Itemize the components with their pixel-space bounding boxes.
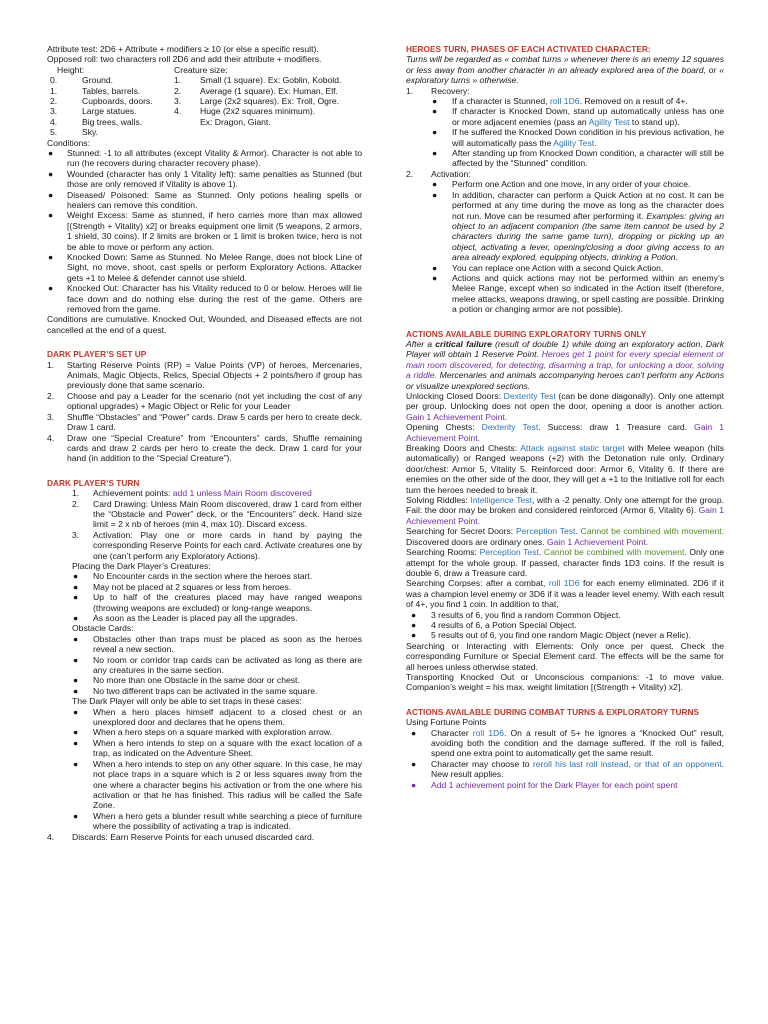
rule-searching-rooms: Searching Rooms: Perception Test. Cannot be combined with movement. Only one attempt for the whole group. If passed, character finds 1D3 coins. If the result is double 6, draw a Treasure card. xyxy=(406,547,724,578)
height-size-row: 1. Tables, barrels. 2. Average (1 square). Ex: Human, Elf. xyxy=(50,85,338,96)
rule-breaking-doors: Breaking Doors and Chests: Attack against static target with Melee weapon (hits automatically) or Ranged weapons (+2) with the Detonation rule only. Ordinary door/chest: Armor 5, Vitality 5. Reinforced door: Armor 6, Vitality 6. If there are enemies on the other side of the door, they will get a +1 to the Initiative roll for each turn the heroes needed to break it. xyxy=(406,443,724,495)
corpse-result: ● 4 results of 6, a Potion Special Object. xyxy=(411,619,577,630)
trap-case: ● When a hero intends to step on any other square. In this case, he may not place traps in a square which is 2 or less squares away from the one where a character begins his activation or from the one where his activation or that he has finished. This radius will be called the Safe Zone. xyxy=(73,758,362,811)
rule-secret-doors: Searching for Secret Doors: Perception Test. Cannot be combined with movement. Discovered doors are ordinary ones. Gain 1 Achievement Point. xyxy=(406,526,725,547)
exploratory-actions-heading: ACTIONS AVAILABLE DURING EXPLORATORY TURNS ONLY xyxy=(406,328,647,339)
phase-activation: 2. Activation: xyxy=(406,168,471,179)
height-size-row: 4. Big trees, walls. Ex: Dragon, Giant. xyxy=(50,116,271,127)
size-table-header xyxy=(47,65,362,75)
trap-case: ● When a hero gets a blunder result while searching a piece of furniture where the possibility of activating a trap is indicated. xyxy=(73,810,362,832)
height-header: Height: xyxy=(57,64,85,75)
setup-step: 1. Starting Reserve Points (RP) = Value Points (VP) of heroes, Mercenaries, Animals, Magic Objects, Relics, Special Objects + 2 points/hero if group has previously done that same scenario. xyxy=(47,359,362,391)
condition-item: ● Knocked Out: Character has his Vitality reduced to 0 or below. Heroes will lie face down and do nothing else during the rest of the game. Others are removed from the game. xyxy=(48,283,362,315)
recovery-rule: ● If a character is Stunned, roll 1D6. Removed on a result of 4+. xyxy=(432,96,688,107)
turn-step: 3. Activation: Play one or more cards in hand by paying the corresponding Reserve Points for each card. Activate creatures one by one (can’t perform any Exploratory Actions). xyxy=(72,529,362,561)
height-size-row: 5. Sky. xyxy=(50,127,99,138)
height-size-row: 2. Cupboards, doors. 3. Large (2x2 squares). Ex: Troll, Ogre. xyxy=(50,95,339,106)
obstacle-cards-header: Obstacle Cards: xyxy=(72,623,134,634)
height-size-row: 0. Ground. 1. Small (1 square). Ex: Goblin, Kobold. xyxy=(50,75,342,86)
condition-item: ● Diseased/ Poisoned: Same as Stunned. Only potions healing spells or healers can remove this condition. xyxy=(48,189,362,210)
rule-unlocking-doors: Unlocking Closed Doors: Dexterity Test (can be done diagonally). Only one attempt per group. Unlocking does not open the door, opening a door is another action. Gain 1 Achievement Point. xyxy=(406,391,724,422)
turn-step: 1. Achievement points: add 1 unless Main Room discovered xyxy=(72,488,312,499)
placing-rule: ● As soon as the Leader is placed pay all the upgrades. xyxy=(73,613,298,624)
heroes-turn-intro: Turns will be regarded as « combat turns » whenever there is an enemy 12 squares or less away from another character in an already explored area of the board, or « exploratory turns » otherwise. xyxy=(406,54,724,86)
setup-step: 3. Shuffle “Obstacles” and “Power” cards. Draw 5 cards per hero to create deck. Draw 1 card. xyxy=(47,411,362,433)
traps-header: The Dark Player will only be able to set traps in these cases: xyxy=(72,696,302,707)
creature-size-header: Creature size: xyxy=(174,64,228,75)
conditions-cumulative-note: Conditions are cumulative. Knocked Out, Wounded, and Diseased effects are not cancelled at the end of a quest. xyxy=(47,314,362,335)
trap-case: ● When a hero intends to step on a square with the exact location of a trap, as indicated on the Adventure Sheet. xyxy=(73,737,362,759)
conditions-header: Conditions: xyxy=(47,137,90,148)
fortune-points-header: Using Fortune Points xyxy=(406,717,487,728)
activation-rule: ● Perform one Action and one move, in any order of your choice. xyxy=(432,179,691,190)
placing-rule: ● May not be placed at 2 squares or less from heroes. xyxy=(73,581,292,592)
recovery-rule: ● If he suffered the Knocked Down condition in his previous activation, he will automatically pass the Agility Test. xyxy=(432,127,724,148)
obstacle-rule: ● No more than one Obstacle in the same door or chest. xyxy=(73,675,300,686)
condition-item: ● Stunned: -1 to all attributes (except Vitality & Armor). Character is not able to run (he recovers during character recovery phase). xyxy=(48,147,362,169)
placing-rule: ● Up to half of the creatures placed may have ranged weapons (throwing weapons are excluded) or long-range weapons. xyxy=(73,592,362,613)
setup-step: 2. Choose and pay a Leader for the scenario (not yet including the cost of any optional upgrades) + Magic Object or Relic for your Leader xyxy=(47,390,362,412)
turn-step: 4. Discards: Earn Reserve Points for each unused discarded card. xyxy=(47,831,315,842)
corpse-result: ● 3 results of 6, you find a random Common Object. xyxy=(411,609,621,620)
right-column xyxy=(406,44,724,790)
obstacle-rule: ● No two different traps can be activated in the same square. xyxy=(73,685,318,696)
trap-case: ● When a hero places himself adjacent to a closed chest or an unexplored door and declares that he opens them. xyxy=(73,706,362,728)
rule-transporting: Transporting Knocked Out or Unconscious companions: -1 to move value. Companion’s weight = his max. weight limitation [(Strength + Vitality) x2]. xyxy=(406,671,724,693)
trap-case: ● When a hero steps on a square marked with exploration arrow. xyxy=(73,727,332,738)
turn-step: 2. Card Drawing: Unless Main Room discovered, draw 1 card from either the “Obstacle and Power” deck, or the “Encounters” deck. Hand size limit = 2 x nb of heroes (min 4, max 10). Discard excess. xyxy=(72,498,362,530)
recovery-rule: ● After standing up from Knocked Down condition, a character will still be affected by the “Stunned” condition. xyxy=(432,148,724,169)
heroes-turn-heading: HEROES TURN, PHASES OF EACH ACTIVATED CHARACTER: xyxy=(406,44,651,54)
left-column xyxy=(47,44,362,842)
activation-rule: ● In addition, character can perform a Quick Action at no cost. It can be performed at any time during the move as long as the character does not run. Move can be resumed after performing it. Examples: giving an object to an adjacent companion (the same item cannot be used by 2 characters during the same game turn), dropping or picking up an object, activating a lever, opening/closing a door giving access to an area already explored, equipping objects, drinking a Potion. xyxy=(432,189,724,263)
placing-rule: ● No Encounter cards in the section where the heroes start. xyxy=(73,571,313,582)
corpse-result: ● 5 results out of 6, you find one random Magic Object (never a Relic). xyxy=(411,630,691,641)
activation-rule: ● Actions and quick actions may not be performed within an enemy’s Melee Range, except when so indicated in the Action itself (therefore, melee attacks, weapons drawing, or spell casting are possible. Drinking a potion or changing armor are not possible). xyxy=(432,272,724,315)
height-size-row: 3. Large statues. 4. Huge (2x2 squares minimum). xyxy=(50,106,316,117)
activation-rule: ● You can replace one Action with a second Quick Action. xyxy=(432,262,664,273)
combat-actions-heading: ACTIONS AVAILABLE DURING COMBAT TURNS & EXPLORATORY TURNS xyxy=(406,706,700,717)
setup-step: 4. Draw one “Special Creature” from “Encounters” cards, Shuffle remaining cards and draw 2 cards per hero to create the deck. Draw 1 card for your hand (in addition to the “Special Creature”). xyxy=(47,432,362,464)
fortune-rule: ● Character roll 1D6. On a result of 5+ he ignores a “Knocked Out” result, avoiding both the condition and the damage suffered. If the roll is failed, spend one extra point to automatically get the same result. xyxy=(411,727,724,759)
fortune-rule: ● Character may choose to reroll his last roll instead, or that of an opponent. New result applies. xyxy=(411,758,724,780)
condition-item: ● Weight Excess: Same as stunned, if hero carries more than max allowed [(Strength + Vitality) x2] or breaks equipment one limit (5 weapons, 2 armors, 1 shield, 30 coins). If 2 limits are broken or 1 limit is broken twice, hero is not be able to move or perform any action. xyxy=(48,210,362,252)
rule-opening-chests: Opening Chests: Dexterity Test. Success: draw 1 Treasure card. Gain 1 Achievement Point. xyxy=(406,422,724,443)
condition-item: ● Knocked Down: Same as Stunned. No Melee Range, does not block Line of Sight, no move, shoot, cast spells or perform Exploratory Actions. Attacker gets +1 to Melee & defender cannot use shield. xyxy=(48,252,362,283)
opposed-roll-rule: Opposed roll: two characters roll 2D6 and add their attribute + modifiers. xyxy=(47,54,322,65)
rule-solving-riddles: Solving Riddles: Intelligence Test, with a -2 penalty. Only one attempt for the group. Fail: the door may be broken and considered reinforced (Armor 6, Vitality 6). Gain 1 Achievement Point. xyxy=(406,495,724,526)
attribute-test-rule: Attribute test: 2D6 + Attribute + modifiers ≥ 10 (or else a specific result). xyxy=(47,44,319,54)
condition-item: ● Wounded (character has only 1 Vitality left): same penalties as Stunned (but those are only removed if Vitality is above 1). xyxy=(48,168,362,190)
fortune-rule: ● Add 1 achievement point for the Dark Player for each point spent xyxy=(411,779,678,790)
exploratory-intro: After a critical failure (result of double 1) while doing an exploratory action, Dark Player will obtain 1 Reserve Point. Heroes get 1 point for every special element or main room discovered, for detecting, disarming a trap, for unlocking a door, solving a riddle. Mercenaries and animals accompanying heroes can’t perform any Actions or visualize unexplored sections. xyxy=(406,338,725,391)
dark-player-setup-heading: DARK PLAYER’S SET UP xyxy=(47,349,147,360)
recovery-rule: ● If character is Knocked Down, stand up automatically unless has one or more adjacent enemies (pass an Agility Test to stand up). xyxy=(432,106,724,127)
obstacle-rule: ● Obstacles other than traps must be placed as soon as the heroes reveal a new section. xyxy=(73,633,362,655)
rule-searching-corpses: Searching Corpses: after a combat, roll 1D6 for each enemy eliminated. 2D6 if it was a champion level enemy or 3D6 if it was a leader level enemy. With each result of 4+, you find 1 coin. In addition to that, xyxy=(406,578,724,610)
rule-searching-elements: Searching or Interacting with Elements: Only once per quest. Check the corresponding Furniture or Special Element card. The effects will be the same for all heroes unless otherwise stated. xyxy=(406,640,724,672)
obstacle-rule: ● No room or corridor trap cards can be activated as long as there are any creatures in the same section. xyxy=(73,654,362,676)
dark-player-turn-heading: DARK PLAYER’S TURN xyxy=(47,477,140,488)
phase-recovery: 1. Recovery: xyxy=(406,85,470,96)
placing-creatures-header: Placing the Dark Player’s Creatures: xyxy=(72,560,211,571)
